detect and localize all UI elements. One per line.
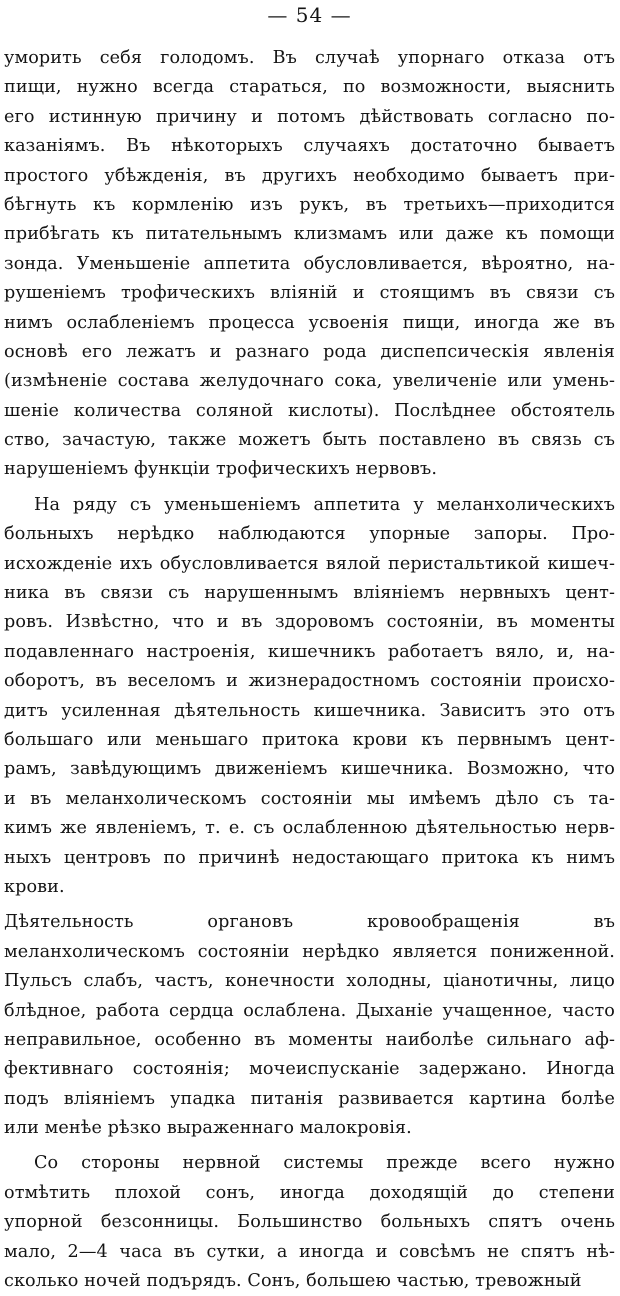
- text-line: нимъ ослабленіемъ процесса усвоенія пищи, иногда же въ: [4, 312, 615, 333]
- text-line: фективнаго состоянія; мочеиспусканіе задержано. Иногда: [4, 1059, 615, 1080]
- text-line: ныхъ центровъ по причинѣ недостающаго притока къ нимъ: [4, 847, 615, 868]
- text-line: На ряду съ уменьшеніемъ аппетита у меланхолическихъ: [34, 494, 615, 515]
- paragraph: [4, 908, 615, 1143]
- text-line: Дѣятельность органовъ кровообращенія въ: [4, 912, 615, 933]
- paragraph: [4, 44, 615, 485]
- text-line: и въ меланхолическомъ состояніи мы имѣемъ дѣло съ та-: [4, 788, 615, 809]
- text-line: ство, зачастую, также можетъ быть поставлено въ связь съ: [4, 430, 615, 451]
- text-line: кимъ же явленіемъ, т. е. съ ослабленною дѣятельностью нерв-: [4, 818, 615, 839]
- text-line: казаніямъ. Въ нѣкоторыхъ случаяхъ достаточно бываетъ: [4, 136, 615, 157]
- text-line: неправильное, особенно въ моменты наиболѣе сильнаго аф-: [4, 1029, 615, 1050]
- paragraph: [4, 1149, 615, 1296]
- text-line: оборотъ, въ веселомъ и жизнерадостномъ состояніи происхо-: [4, 671, 615, 692]
- text-line: сколько ночей подърядъ. Сонъ, большею частью, тревожный: [4, 1271, 582, 1292]
- text-line: основѣ его лежатъ и разнаго рода диспепсическія явленія: [4, 341, 615, 362]
- text-line: подавленнаго настроенія, кишечникъ работаетъ вяло, и, на-: [4, 641, 615, 662]
- text-line: простого убѣжденія, въ другихъ необходимо бываетъ при-: [4, 165, 615, 186]
- text-line: зонда. Уменьшеніе аппетита обусловливается, вѣроятно, на-: [4, 253, 615, 274]
- text-line: пищи, нужно всегда стараться, по возможности, выяснить: [4, 77, 615, 98]
- text-line: больныхъ нерѣдко наблюдаются упорные запоры. Про-: [4, 524, 615, 545]
- text-line: дитъ усиленная дѣятельность кишечника. Зависитъ это отъ: [4, 700, 615, 721]
- text-line: подъ вліяніемъ упадка питанія развивается картина болѣе: [4, 1088, 615, 1109]
- text-line: Пульсъ слабъ, частъ, конечности холодны, ціанотичны, лицо: [4, 971, 615, 992]
- text-line: исхожденіе ихъ обусловливается вялой перистальтикой кишеч-: [4, 553, 615, 574]
- text-line: меланхолическомъ состояніи нерѣдко является пониженной.: [4, 941, 615, 962]
- text-line: его истинную причину и потомъ дѣйствовать согласно по-: [4, 106, 615, 127]
- text-line: нарушеніемъ функціи трофическихъ нервовъ.: [4, 459, 438, 480]
- text-line: или менѣе рѣзко выраженнаго малокровія.: [4, 1118, 412, 1139]
- text-line: отмѣтить плохой сонъ, иногда доходящій до степени: [4, 1182, 615, 1203]
- text-line: блѣдное, работа сердца ослаблена. Дыханіе учащенное, часто: [4, 1000, 615, 1021]
- text-line: шеніе количества соляной кислоты). Послѣднее обстоятель: [4, 400, 615, 421]
- text-line: упорной безсонницы. Большинство больныхъ спятъ очень: [4, 1212, 615, 1233]
- page-number: — 54 —: [267, 3, 352, 27]
- text-line: уморить себя голодомъ. Въ случаѣ упорнаго отказа отъ: [4, 48, 615, 68]
- text-line: большаго или меньшаго притока крови къ первнымъ цент-: [4, 729, 615, 750]
- text-line: рамъ, завѣдующимъ движеніемъ кишечника. Возможно, что: [4, 759, 615, 780]
- text-line: крови.: [4, 876, 65, 897]
- text-line: ника въ связи съ нарушеннымъ вліяніемъ нервныхъ цент-: [4, 583, 615, 604]
- paragraph: [4, 491, 615, 902]
- text-line: рушеніемъ трофическихъ вліяній и стоящимъ въ связи съ: [4, 283, 615, 304]
- text-body: [4, 44, 615, 1296]
- text-line: прибѣгать къ питательнымъ клизмамъ или даже къ помощи: [4, 224, 615, 245]
- text-line: (измѣненіе состава желудочнаго сока, увеличеніе или умень-: [4, 371, 615, 392]
- text-line: Со стороны нервной системы прежде всего нужно: [34, 1153, 615, 1174]
- text-line: бѣгнуть къ кормленію изъ рукъ, въ третьихъ—приходится: [4, 194, 615, 215]
- text-line: ровъ. Извѣстно, что и въ здоровомъ состояніи, въ моменты: [4, 612, 615, 633]
- text-line: мало, 2—4 часа въ сутки, а иногда и совсѣмъ не спятъ нѣ-: [4, 1241, 615, 1262]
